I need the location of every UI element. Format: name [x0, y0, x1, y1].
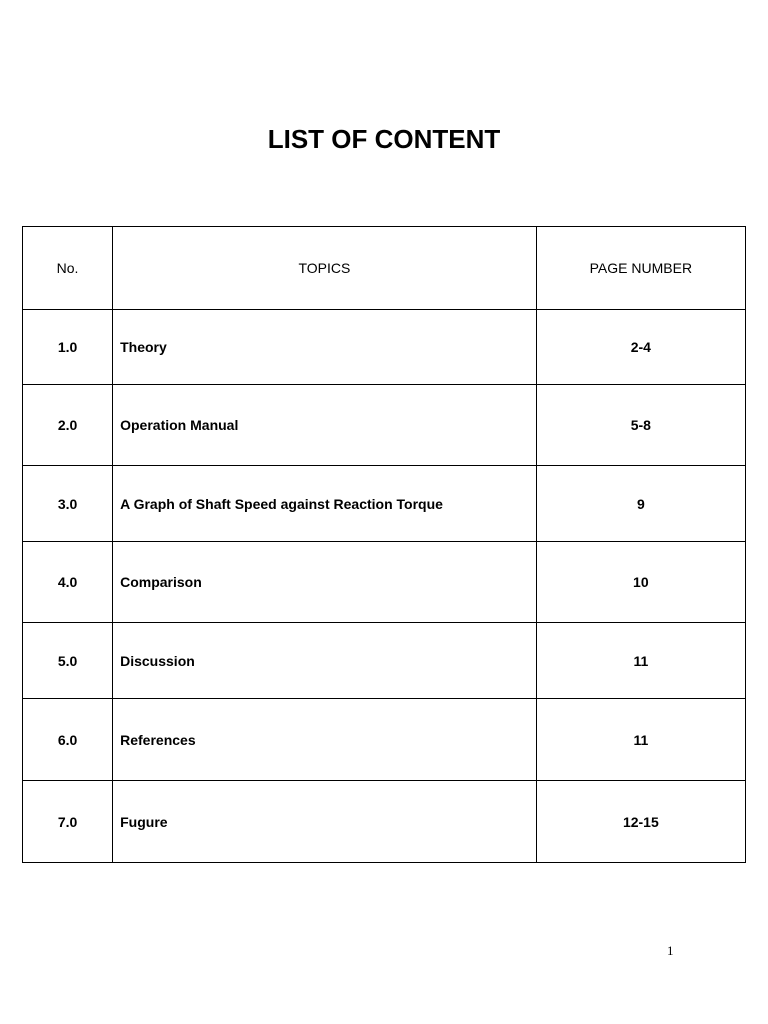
- row-topic: Theory: [113, 310, 537, 385]
- table-header-row: [23, 227, 746, 310]
- table-row: [23, 542, 746, 623]
- row-topic: Operation Manual: [113, 385, 537, 466]
- row-page-number: 11: [536, 699, 745, 781]
- row-number: 5.0: [23, 623, 113, 699]
- table-row: [23, 699, 746, 781]
- row-page-number: 11: [536, 623, 745, 699]
- row-page-number: 5-8: [536, 385, 745, 466]
- row-number: 4.0: [23, 542, 113, 623]
- header-topics: TOPICS: [113, 227, 537, 310]
- table-row: [23, 385, 746, 466]
- row-topic: References: [113, 699, 537, 781]
- row-number: 1.0: [23, 310, 113, 385]
- table-row: [23, 466, 746, 542]
- table-row: [23, 310, 746, 385]
- table-row: [23, 781, 746, 863]
- page-number: 1: [667, 943, 674, 958]
- contents-table: [22, 226, 746, 863]
- row-topic: A Graph of Shaft Speed against Reaction Torque: [113, 466, 537, 542]
- page-title: LIST OF CONTENT: [267, 124, 501, 154]
- row-number: 3.0: [23, 466, 113, 542]
- row-page-number: 10: [536, 542, 745, 623]
- header-page-number: PAGE NUMBER: [536, 227, 745, 310]
- row-page-number: 2-4: [536, 310, 745, 385]
- row-topic: Discussion: [113, 623, 537, 699]
- row-page-number: 12-15: [536, 781, 745, 863]
- header-no: No.: [23, 227, 113, 310]
- row-topic: Fugure: [113, 781, 537, 863]
- row-topic: Comparison: [113, 542, 537, 623]
- row-page-number: 9: [536, 466, 745, 542]
- row-number: 2.0: [23, 385, 113, 466]
- table-row: [23, 623, 746, 699]
- row-number: 6.0: [23, 699, 113, 781]
- row-number: 7.0: [23, 781, 113, 863]
